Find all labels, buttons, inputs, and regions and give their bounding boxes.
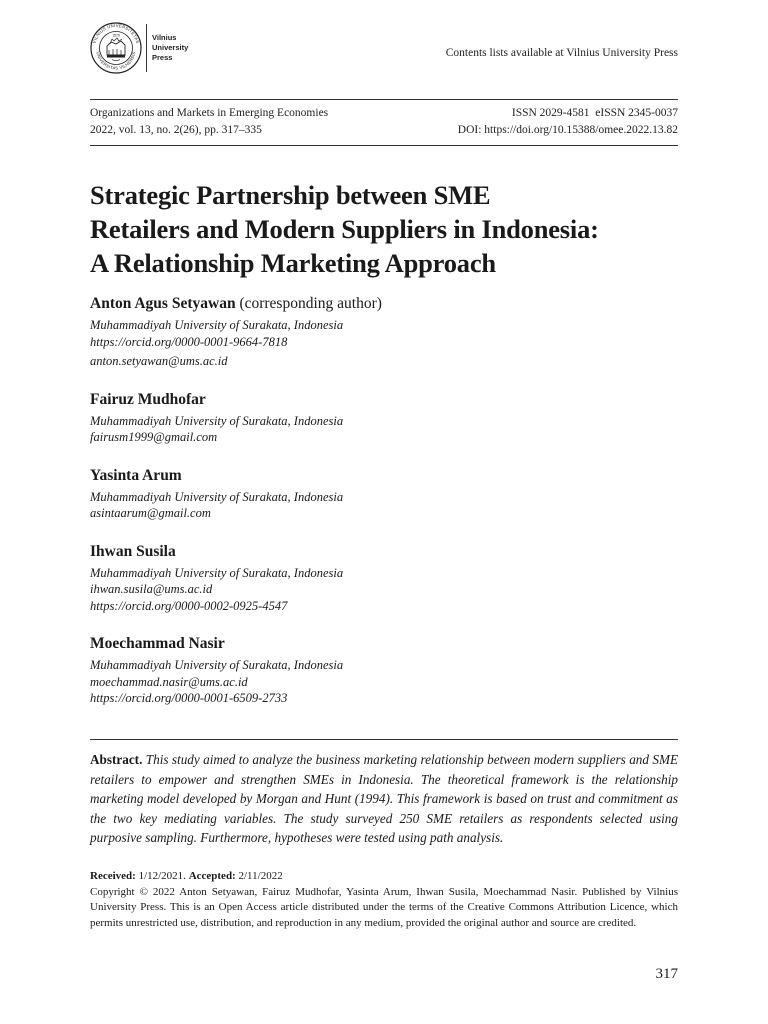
journal-info — [90, 105, 328, 139]
abstract-label: Abstract. — [90, 752, 143, 767]
contents-availability-note: Contents lists available at Vilnius University Press — [445, 47, 678, 59]
author-email-link[interactable]: asintaarum@gmail.com — [90, 506, 211, 520]
author-email-link[interactable]: fairusm1999@gmail.com — [90, 430, 218, 444]
title-line: Strategic Partnership between SME — [90, 180, 491, 210]
press-name — [152, 33, 188, 63]
author-orcid-link[interactable]: https://orcid.org/0000-0001-9664-7818 — [90, 334, 288, 349]
press-name-line: Vilnius — [152, 33, 177, 42]
author-affiliation: Muhammadiyah University of Surakata, Indonesia — [90, 318, 344, 332]
author-email-link[interactable]: anton.setyawan@ums.ac.id — [90, 354, 228, 368]
logo-divider — [146, 24, 147, 72]
svg-text:VILNIUS UNIVERSITETAS: VILNIUS UNIVERSITETAS — [91, 22, 141, 44]
author-block — [90, 390, 690, 446]
journal-identifiers — [458, 105, 678, 139]
author-affiliation: Muhammadiyah University of Surakata, Indonesia — [90, 413, 344, 428]
author-orcid-link[interactable]: https://orcid.org/0000-0001-6509-2733 — [90, 691, 288, 705]
journal-name: Organizations and Markets in Emerging Economies — [90, 107, 329, 119]
title-line: A Relationship Marketing Approach — [90, 248, 496, 278]
article-dates — [90, 869, 283, 884]
title-line: Retailers and Modern Suppliers in Indonesia: — [90, 214, 599, 244]
author-email-link[interactable]: moechammad.nasir@ums.ac.id — [90, 674, 248, 689]
received-label: Received: — [90, 870, 136, 882]
header-rule-top — [90, 99, 678, 100]
author-name: Ihwan Susila — [90, 542, 176, 560]
accepted-label: Accepted: — [188, 870, 236, 882]
author-block — [90, 634, 690, 707]
author-orcid-link[interactable]: https://orcid.org/0000-0002-0925-4547 — [90, 598, 288, 613]
author-name: Moechammad Nasir — [90, 635, 225, 652]
abstract — [90, 750, 678, 848]
author-list — [90, 294, 690, 721]
press-name-line: Press — [152, 53, 173, 62]
author-block — [90, 294, 690, 370]
journal-issn: ISSN 2029-4581 eISSN 2345-0037 — [511, 107, 678, 119]
author-block — [90, 542, 690, 615]
author-affiliation: Muhammadiyah University of Surakata, Indonesia — [90, 489, 344, 504]
vilnius-university-seal-icon — [90, 22, 142, 74]
journal-volume: 2022, vol. 13, no. 2(26), pp. 317–335 — [90, 124, 262, 136]
author-name: Anton Agus Setyawan — [90, 295, 236, 312]
author-affiliation: Muhammadiyah University of Surakata, Indonesia — [90, 565, 344, 580]
author-email-link[interactable]: ihwan.susila@ums.ac.id — [90, 582, 213, 596]
author-role: (corresponding author) — [235, 295, 382, 312]
copyright-notice: Copyright © 2022 Anton Setyawan, Fairuz Mudhofar, Yasinta Arum, Ihwan Susila, Moechammad Nasir. Published by Vilnius University Press. This is an Open Access article distributed under the terms of the Creative Commons Attribution Licence, which permits unrestricted use, distribution, and reproduction in any medium, provided the original author and source are credited. — [90, 886, 678, 929]
received-date: 1/12/2021. — [138, 870, 186, 882]
author-name: Fairuz Mudhofar — [90, 390, 206, 408]
svg-text:1579: 1579 — [112, 33, 120, 38]
doi-link[interactable]: DOI: https://doi.org/10.15388/omee.2022.13.82 — [457, 124, 678, 136]
press-name-line: University — [152, 43, 189, 52]
article-title — [90, 178, 690, 280]
author-affiliation: Muhammadiyah University of Surakata, Indonesia — [90, 658, 344, 672]
abstract-rule — [90, 739, 678, 740]
author-name: Yasinta Arum — [90, 466, 182, 484]
abstract-text: This study aimed to analyze the business marketing relationship between modern suppliers and SME retailers to empower and strengthen SMEs in Indonesia. The theoretical framework is the relationship marketing model developed by Morgan and Hunt (1994). This framework is based on trust and commitment as the two key mediating variables. The study surveyed 250 SME retailers as respondents selected using purposive sampling. Furthermore, hypotheses were tested using path analysis. — [90, 752, 679, 845]
accepted-date: 2/11/2022 — [238, 870, 283, 882]
author-block — [90, 466, 690, 522]
svg-text:UNIVERSITAS VILNENSIS: UNIVERSITAS VILNENSIS — [95, 51, 137, 71]
header-rule-bottom — [90, 145, 678, 146]
page-number: 317 — [655, 966, 678, 982]
